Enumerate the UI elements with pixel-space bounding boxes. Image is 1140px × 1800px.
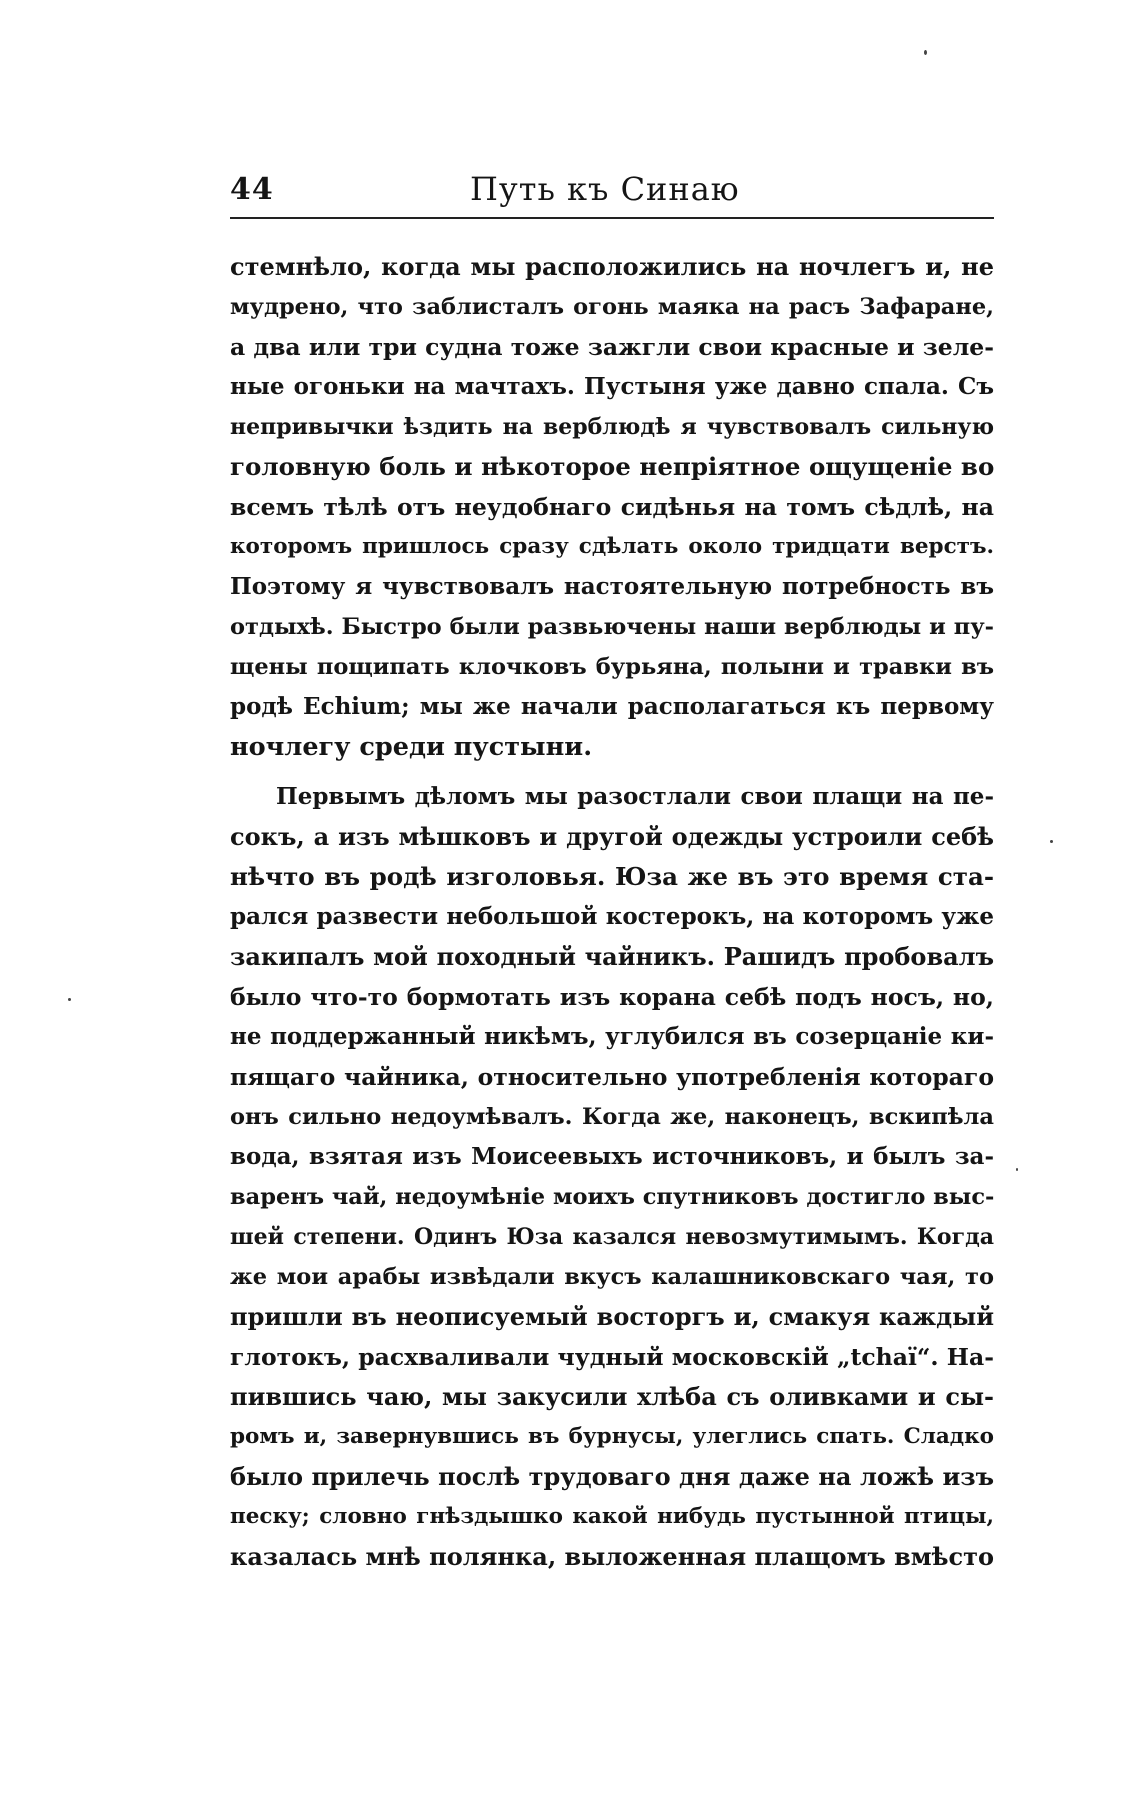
- text-line: ночлегу среди пустыни.: [230, 732, 593, 762]
- text-line: отдыхѣ. Быстро были развьючены наши верблюды и пу-: [230, 614, 994, 640]
- paragraph-gap: [230, 767, 994, 777]
- text-line: онъ сильно недоумѣвалъ. Когда же, наконецъ, вскипѣла: [230, 1104, 994, 1130]
- text-line: закипалъ мой походный чайникъ. Рашидъ пробовалъ: [230, 942, 994, 971]
- text-line: казалась мнѣ полянка, выложенная плащомъ вмѣсто: [230, 1542, 994, 1571]
- text-line: вода, взятая изъ Моисеевыхъ источниковъ, и былъ за-: [230, 1143, 994, 1170]
- page-header: [230, 168, 994, 214]
- text-line: пящаго чайника, относительно употребленія котораго: [230, 1063, 994, 1091]
- text-line: пришли въ неописуемый восторгъ и, смакуя каждый: [230, 1302, 994, 1331]
- text-line: а два или три судна тоже зажгли свои красные и зеле-: [230, 333, 994, 361]
- text-line: ромъ и, завернувшись въ бурнусы, улеглись спать. Сладко: [230, 1424, 994, 1449]
- text-line: Первымъ дѣломъ мы разостлали свои плащи на пе-: [276, 783, 994, 810]
- scan-speck: [68, 998, 71, 1001]
- text-line: стемнѣло, когда мы расположились на ночлегъ и, не: [230, 252, 994, 281]
- text-line: щены пощипать клочковъ бурьяна, полыни и травки въ: [230, 654, 994, 680]
- text-line: Поэтому я чувствовалъ настоятельную потребность въ: [230, 573, 994, 600]
- text-line: песку; словно гнѣздышко какой нибудь пустынной птицы,: [230, 1504, 994, 1529]
- text-line: которомъ пришлось сразу сдѣлать около тридцати верстъ.: [230, 534, 994, 559]
- text-line: головную боль и нѣкоторое непріятное ощущеніе во: [230, 452, 995, 481]
- text-line: было что-то бормотать изъ корана себѣ подъ носъ, но,: [230, 983, 994, 1011]
- body-text: [230, 247, 994, 1577]
- scan-speck: [924, 50, 927, 55]
- text-line: рался развести небольшой костерокъ, на которомъ уже: [230, 903, 994, 930]
- text-line: было прилечь послѣ трудоваго дня даже на ложѣ изъ: [230, 1462, 994, 1491]
- text-line: всемъ тѣлѣ отъ неудобнаго сидѣнья на томъ сѣдлѣ, на: [230, 493, 994, 521]
- text-line: пившись чаю, мы закусили хлѣба съ оливками и сы-: [230, 1382, 994, 1411]
- scan-speck: [1050, 840, 1053, 843]
- text-line: не поддержанный никѣмъ, углубился въ созерцаніе ки-: [230, 1023, 994, 1050]
- text-line: нѣчто въ родѣ изголовья. Юза же въ это время ста-: [230, 862, 994, 891]
- text-line: мудрено, что заблисталъ огонь маяка на расъ Зафаране,: [230, 294, 994, 320]
- scan-speck: [1016, 1168, 1018, 1171]
- running-title: Путь къ Синаю: [470, 170, 740, 208]
- text-line: же мои арабы извѣдали вкусъ калашниковскаго чая, то: [230, 1264, 994, 1290]
- text-line: непривычки ѣздить на верблюдѣ я чувствовалъ сильную: [230, 414, 994, 440]
- text-line: ные огоньки на мачтахъ. Пустыня уже давно спала. Съ: [230, 373, 994, 400]
- text-line: родѣ Echium; мы же начали располагаться къ первому: [230, 693, 994, 720]
- header-rule: [230, 217, 994, 219]
- text-line: сокъ, а изъ мѣшковъ и другой одежды устроили себѣ: [230, 822, 994, 851]
- text-line: глотокъ, расхваливали чудный московскій „tchaï“. На-: [230, 1343, 994, 1371]
- paragraph-1: [230, 247, 994, 767]
- paragraph-2: [230, 777, 994, 1577]
- text-line: варенъ чай, недоумѣніе моихъ спутниковъ достигло выс-: [230, 1184, 995, 1210]
- page-number: 44: [230, 172, 274, 207]
- text-line: шей степени. Одинъ Юза казался невозмутимымъ. Когда: [230, 1224, 994, 1250]
